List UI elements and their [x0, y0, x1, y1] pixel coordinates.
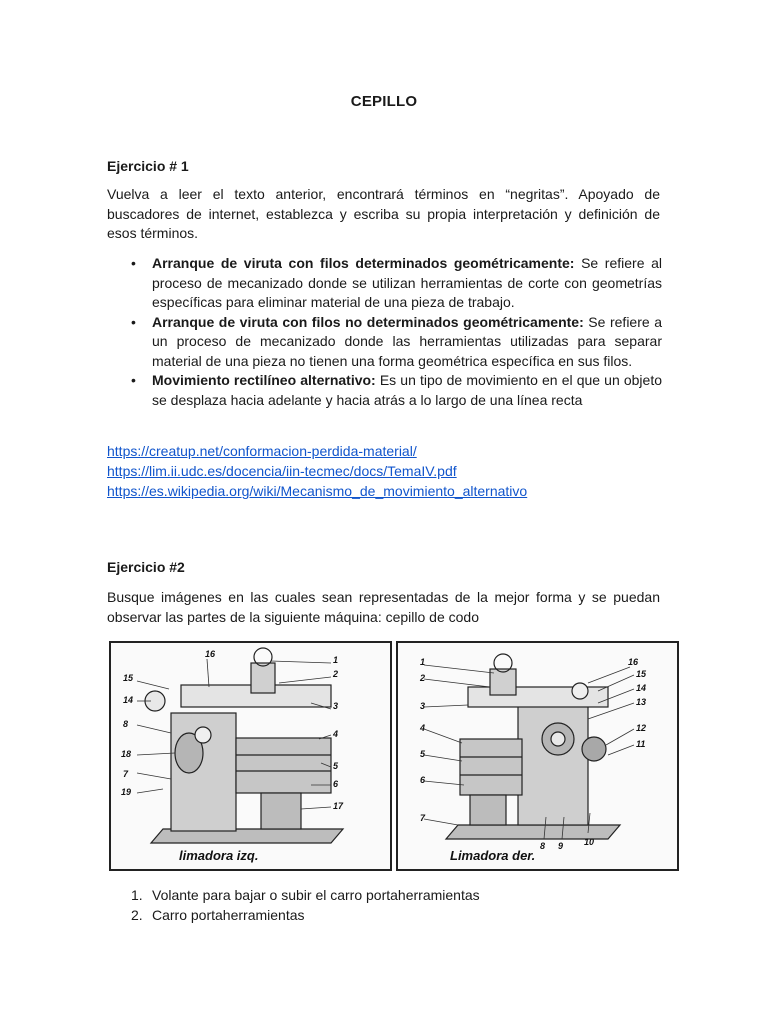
list-text: Volante para bajar o subir el carro portaherramientas: [152, 887, 480, 903]
part-number: 3: [333, 701, 339, 711]
part-number: 9: [558, 841, 564, 851]
reference-link-creatup[interactable]: https://creatup.net/conformacion-perdida-material/: [107, 443, 417, 459]
part-number: 7: [420, 813, 426, 823]
part-number: 18: [121, 749, 132, 759]
part-number: 7: [123, 769, 129, 779]
part-number: 14: [636, 683, 647, 693]
part-number: 3: [420, 701, 426, 711]
exercise-2-heading: Ejercicio #2: [107, 559, 185, 575]
shaper-drawing-left: [111, 643, 390, 869]
part-number: 12: [636, 723, 647, 733]
definitions-list: [107, 254, 662, 410]
part-number: 1: [420, 657, 426, 667]
figure-caption-right: Limadora der.: [450, 848, 536, 863]
part-number: 8: [540, 841, 546, 851]
reference-link-udc[interactable]: https://lim.ii.udc.es/docencia/iin-tecmec/docs/TemaIV.pdf: [107, 463, 457, 479]
list-number: 1.: [131, 887, 143, 903]
part-number: 16: [628, 657, 639, 667]
part-number: 5: [333, 761, 339, 771]
definition-term: Movimiento rectilíneo alternativo:: [152, 372, 376, 388]
part-number: 10: [584, 837, 595, 847]
shaper-diagram-left: [109, 641, 392, 871]
part-number: 14: [123, 695, 134, 705]
part-number: 15: [636, 669, 647, 679]
list-text: Carro portaherramientas: [152, 907, 305, 923]
definition-term: Arranque de viruta con filos no determinados geométricamente:: [152, 313, 584, 330]
document-title: CEPILLO: [350, 93, 418, 110]
part-number: 6: [333, 779, 339, 789]
definition-term: Arranque de viruta con filos determinados geométricamente:: [152, 255, 575, 271]
figure-caption-left: limadora izq.: [179, 848, 259, 863]
part-number: 15: [123, 673, 134, 683]
part-number: 5: [420, 749, 426, 759]
part-number: 2: [420, 673, 426, 683]
part-number: 11: [636, 739, 646, 749]
exercise-2-intro: Busque imágenes en las cuales sean representadas de la mejor forma y se puedan observar las partes de la siguiente máquina: cepillo de codo: [107, 589, 660, 625]
part-number: 1: [333, 655, 339, 665]
shaper-diagram-right: [396, 641, 679, 871]
definition-item: [107, 254, 662, 313]
part-number: 16: [205, 649, 216, 659]
reference-links: [107, 441, 527, 501]
list-number: 2.: [131, 907, 143, 923]
part-number: 19: [121, 787, 132, 797]
part-number: 6: [420, 775, 426, 785]
definition-text: Es un tipo de movimiento en el que un objeto se desplaza hacia adelante y hacia atrás a lo largo de una línea recta: [152, 372, 663, 408]
definition-text: Se refiere a un proceso de mecanizado donde las herramientas utilizadas para separar material de una pieza no tienen una forma geométrica específica en sus filos.: [152, 313, 663, 369]
definition-item: [107, 371, 662, 410]
reference-link-wikipedia[interactable]: https://es.wikipedia.org/wiki/Mecanismo_de_movimiento_alternativo: [107, 483, 528, 499]
exercise-1-intro: Vuelva a leer el texto anterior, encontrará términos en “negritas”. Apoyado de buscadores de internet, establezca y escriba su propia interpretación y definición de esos términos.: [107, 186, 660, 241]
parts-list: [107, 885, 480, 925]
definition-item: [107, 313, 662, 372]
part-number: 17: [333, 801, 344, 811]
definition-text: Se refiere al proceso de mecanizado donde se utilizan herramientas de corte con geometrías específicas para eliminar material de una pieza de trabajo.: [152, 255, 662, 310]
part-number: 4: [333, 729, 339, 739]
exercise-1-heading: Ejercicio # 1: [107, 158, 189, 174]
part-number: 8: [123, 719, 129, 729]
part-number: 13: [636, 697, 647, 707]
parts-list-item: [107, 885, 480, 905]
parts-list-item: [107, 905, 480, 925]
part-number: 2: [333, 669, 339, 679]
part-number: 4: [420, 723, 426, 733]
